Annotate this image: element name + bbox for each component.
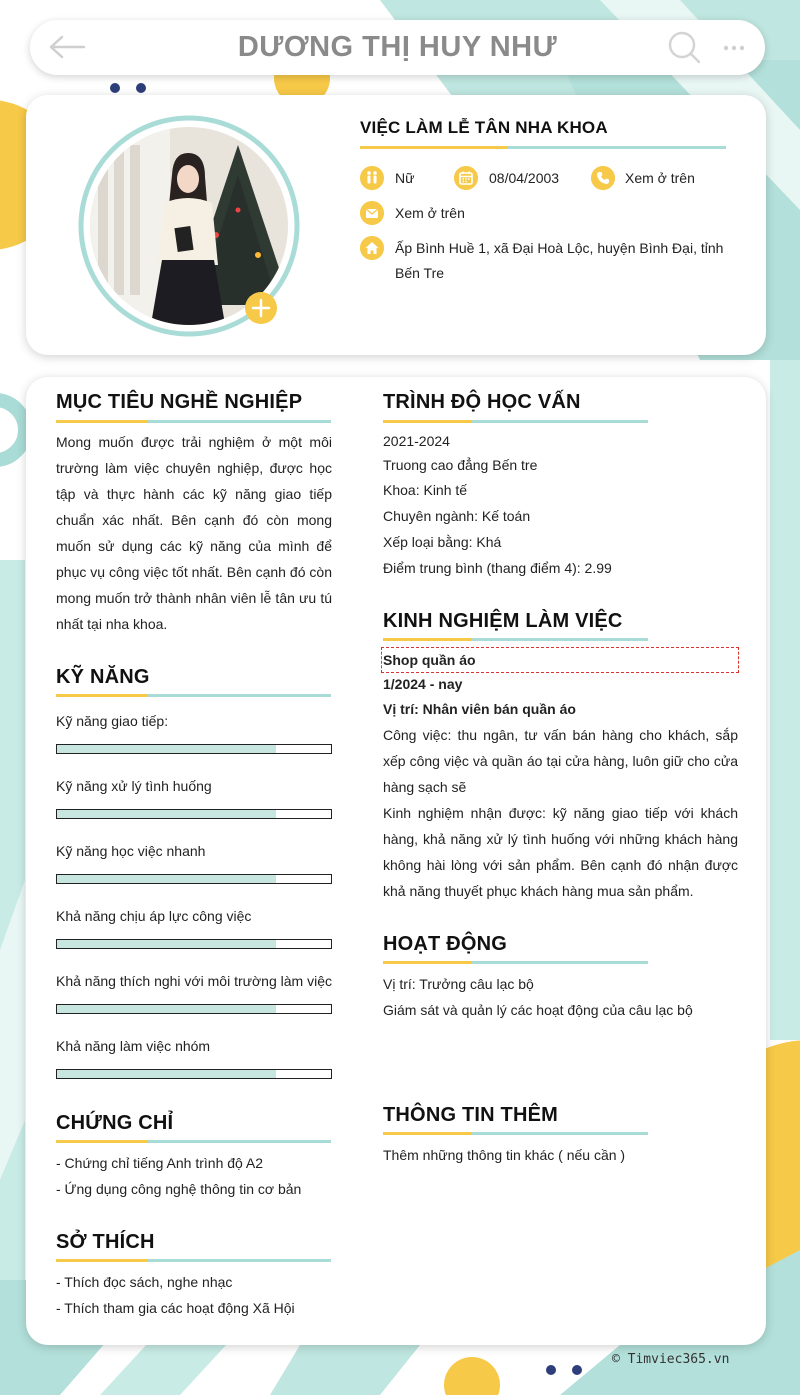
email-value: Xem ở trên [395, 205, 465, 221]
skill-bar [56, 939, 332, 949]
education-line: Xếp loại bằng: Khá [383, 534, 502, 550]
skill-label: Khả năng thích nghi với môi trường làm việc [56, 973, 332, 989]
objective-text: Mong muốn được trải nghiệm ở một môi trường làm việc chuyên nghiệp, được học tập và thực hành các kỹ năng giao tiếp chuẩn xác nhất. Bên cạnh đó còn mong muốn sử dụng các kỹ năng của mình để phục vụ công việc tốt nhất. Bên cạnh đó còn mong muốn trở thành nhân viên lễ tân ưu tú nhất tại nha khoa. [56, 434, 332, 632]
skill-bar [56, 809, 332, 819]
experience-gained: Kinh nghiệm nhận được: kỹ năng giao tiếp với khách hàng, khả năng xử lý tình huống với những khách hàng không hài lòng với sản phẩm. Bên cạnh đó nhận được khả năng thuyết phục khách hàng mua sản phẩm. [383, 805, 738, 899]
objective-title: MỤC TIÊU NGHỀ NGHIỆP [56, 391, 303, 413]
hobbies-underline [56, 1259, 331, 1262]
experience-position: Vị trí: Nhân viên bán quần áo [383, 701, 576, 717]
page-title: DƯƠNG THỊ HUY NHƯ [237, 31, 558, 63]
education-line: Truong cao đẳng Bến tre [383, 457, 538, 473]
experience-period: 1/2024 - nay [383, 676, 463, 692]
education-line: Chuyên ngành: Kế toán [383, 508, 531, 524]
extra-text: Thêm những thông tin khác ( nếu cần ) [383, 1147, 626, 1163]
skill-label: Khả năng làm việc nhóm [56, 1038, 211, 1054]
skill-bar-fill [57, 1005, 276, 1013]
skill-label: Kỹ năng xử lý tình huống [56, 778, 212, 794]
skill-label: Kỹ năng giao tiếp: [56, 713, 169, 729]
skill-bar-fill [57, 810, 276, 818]
certificates-underline [56, 1140, 331, 1143]
education-line: Điểm trung bình (thang điểm 4): 2.99 [383, 560, 612, 576]
skill-bar-fill [57, 940, 276, 948]
certificates-title: CHỨNG CHỈ [56, 1112, 174, 1134]
activity-line: Vị trí: Trưởng câu lạc bộ [383, 976, 534, 992]
job-title: VIỆC LÀM LỄ TÂN NHA KHOA [360, 118, 608, 137]
extra-underline [383, 1132, 648, 1135]
experience-title: KINH NGHIỆM LÀM VIỆC [383, 610, 623, 632]
phone-value: Xem ở trên [625, 170, 695, 186]
hobbies-title: SỞ THÍCH [56, 1231, 155, 1253]
activity-line: Giám sát và quản lý các hoạt động của câu lạc bộ [383, 1002, 693, 1018]
skill-bar-fill [57, 745, 276, 753]
education-line: 2021-2024 [383, 433, 450, 449]
skill-label: Kỹ năng học việc nhanh [56, 843, 206, 859]
education-line: Khoa: Kinh tế [383, 482, 468, 498]
address-line-2: Bến Tre [395, 265, 445, 281]
skills-underline [56, 694, 331, 697]
skill-bar [56, 874, 332, 884]
activities-title: HOẠT ĐỘNG [383, 933, 508, 955]
certificate-item: - Ứng dụng công nghệ thông tin cơ bản [56, 1181, 302, 1197]
selected-field-outline[interactable] [381, 647, 739, 673]
education-underline [383, 420, 648, 423]
objective-underline [56, 420, 331, 423]
activities-underline [383, 961, 648, 964]
skill-bar [56, 744, 332, 754]
skill-label: Khả năng chịu áp lực công việc [56, 908, 252, 924]
experience-underline [383, 638, 648, 641]
skill-bar [56, 1069, 332, 1079]
experience-duties: Công việc: thu ngân, tư vấn bán hàng cho khách, sắp xếp công việc và quần áo tại cửa hàng, luôn giữ cho cửa hàng sạch sẽ [383, 727, 738, 795]
certificate-item: - Chứng chỉ tiếng Anh trình độ A2 [56, 1155, 264, 1171]
education-title: TRÌNH ĐỘ HỌC VẤN [383, 391, 581, 413]
skill-bar [56, 1004, 332, 1014]
skill-bar-fill [57, 1070, 276, 1078]
skills-title: KỸ NĂNG [56, 666, 150, 688]
hobby-item: - Thích đọc sách, nghe nhạc [56, 1274, 233, 1290]
skill-bar-fill [57, 875, 276, 883]
dob-value: 08/04/2003 [489, 170, 560, 186]
hobby-item: - Thích tham gia các hoạt động Xã Hội [56, 1300, 295, 1316]
gender-value: Nữ [395, 170, 415, 186]
experience-company[interactable]: Shop quần áo [383, 652, 476, 668]
watermark: © Timviec365.vn [612, 1352, 730, 1367]
extra-title: THÔNG TIN THÊM [383, 1104, 559, 1126]
address-line-1: Ấp Bình Huề 1, xã Đại Hoà Lộc, huyện Bình Đại, tỉnh [395, 240, 724, 256]
